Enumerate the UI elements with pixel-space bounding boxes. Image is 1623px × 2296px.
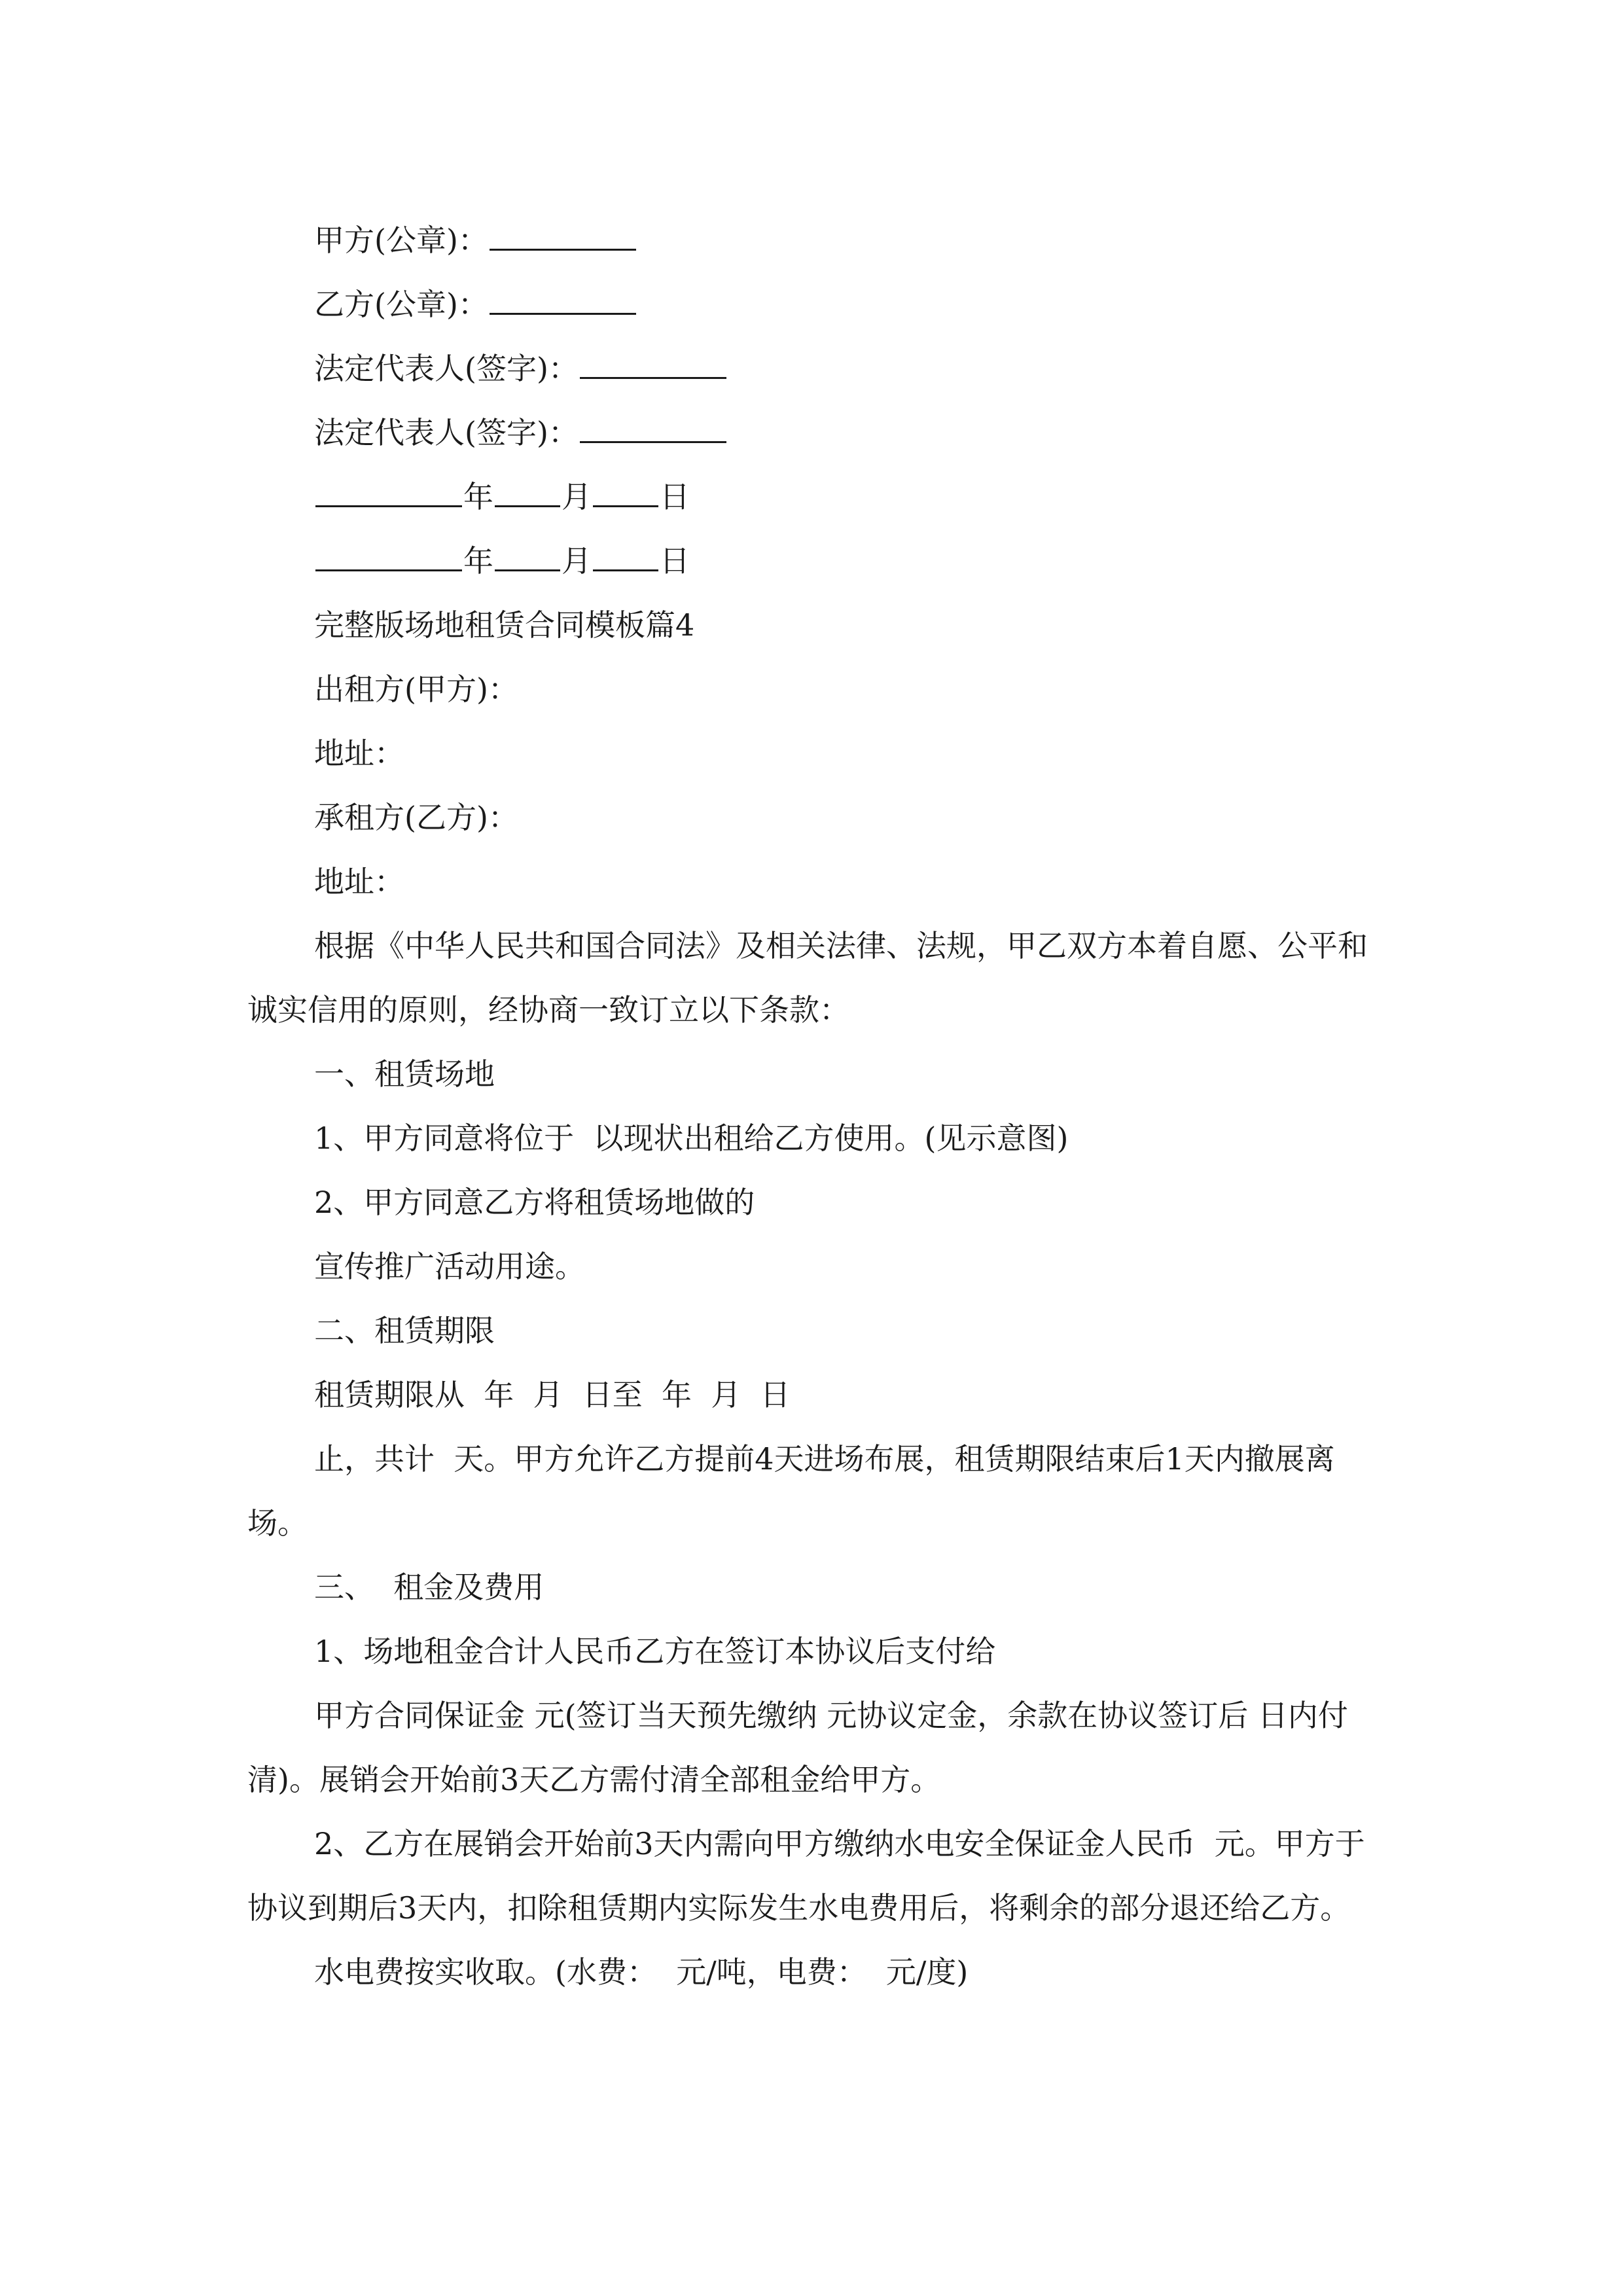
lessee-line: 承租方(乙方)： bbox=[314, 800, 518, 835]
lessor-line: 出租方(甲方)： bbox=[314, 672, 518, 707]
article1-item1: 1、甲方同意将位于 以现状出租给乙方使用。(见示意图) bbox=[314, 1121, 1069, 1156]
date-b-month-blank bbox=[495, 538, 560, 571]
party-b-seal-line bbox=[247, 272, 1380, 336]
legal-rep-a-label: 法定代表人(签字)： bbox=[314, 351, 579, 386]
party-b-seal-label: 乙方(公章)： bbox=[314, 287, 488, 322]
date-a-month-blank bbox=[495, 474, 560, 507]
lessee-address-line: 地址： bbox=[314, 864, 404, 899]
party-b-seal-blank bbox=[490, 281, 636, 315]
article2-term-cont: 止，共计 天。甲方允许乙方提前4天进场布展，租赁期限结束后1天内撤展离场。 bbox=[247, 1441, 1335, 1541]
party-a-seal-label: 甲方(公章)： bbox=[314, 223, 488, 258]
article2-heading: 二、租赁期限 bbox=[314, 1313, 495, 1348]
legal-rep-b-blank bbox=[580, 410, 726, 443]
legal-rep-a-blank bbox=[580, 346, 726, 379]
legal-rep-a-line bbox=[247, 336, 1380, 401]
date-b-year-blank bbox=[315, 538, 462, 571]
date-a-day-blank bbox=[593, 474, 658, 507]
article1-item2-cont: 宣传推广活动用途。 bbox=[314, 1249, 585, 1284]
article3-item2: 2、乙方在展销会开始前3天内需向甲方缴纳水电安全保证金人民币 元。甲方于协议到期后3天内，扣除租赁期内实际发生水电费用后，将剩余的部分退还给乙方。 bbox=[247, 1826, 1365, 1926]
date-b-month-label: 月 bbox=[562, 543, 592, 579]
section-title: 完整版场地租赁合同模板篇4 bbox=[314, 607, 695, 643]
date-b-day-blank bbox=[593, 538, 658, 571]
date-line-b bbox=[247, 529, 1380, 593]
document-body bbox=[247, 208, 1380, 2004]
article2-term: 租赁期限从 年 月 日至 年 月 日 bbox=[314, 1377, 791, 1412]
date-a-year-blank bbox=[315, 474, 462, 507]
article3-item1: 1、场地租金合计人民币乙方在签订本协议后支付给 bbox=[314, 1634, 996, 1669]
lessor-address-line: 地址： bbox=[314, 736, 404, 771]
date-line-a bbox=[247, 465, 1380, 529]
date-a-year-label: 年 bbox=[463, 479, 493, 514]
article1-heading: 一、租赁场地 bbox=[314, 1056, 495, 1092]
party-a-seal-line bbox=[247, 208, 1380, 272]
article1-item2: 2、甲方同意乙方将租赁场地做的 bbox=[314, 1185, 755, 1220]
date-b-year-label: 年 bbox=[463, 543, 493, 579]
legal-rep-b-line bbox=[247, 401, 1380, 465]
article3-heading: 三、 租金及费用 bbox=[314, 1570, 544, 1605]
preamble: 根据《中华人民共和国合同法》及相关法律、法规，甲乙双方本着自愿、公平和诚实信用的原则，经协商一致订立以下条款： bbox=[247, 928, 1368, 1028]
article3-utilities: 水电费按实收取。(水费： 元/吨，电费： 元/度) bbox=[314, 1954, 969, 1990]
article3-item1-cont: 甲方合同保证金 元(签订当天预先缴纳 元协议定金，余款在协议签订后 日内付清)。展销会开始前3天乙方需付清全部租金给甲方。 bbox=[247, 1698, 1348, 1797]
party-a-seal-blank bbox=[490, 217, 636, 251]
date-a-day-label: 日 bbox=[660, 479, 690, 514]
date-a-month-label: 月 bbox=[562, 479, 592, 514]
legal-rep-b-label: 法定代表人(签字)： bbox=[314, 415, 579, 450]
date-b-day-label: 日 bbox=[660, 543, 690, 579]
